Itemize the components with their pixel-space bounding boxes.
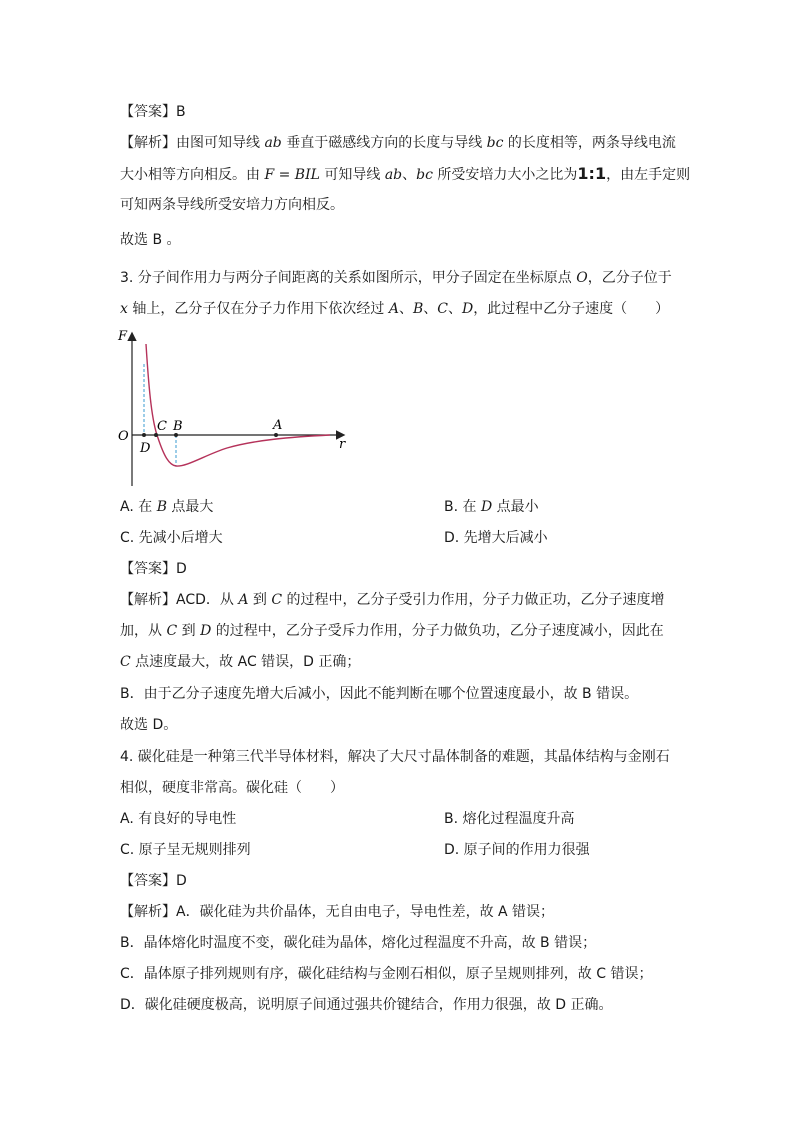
point-d (142, 433, 146, 437)
force-curve (146, 344, 330, 466)
q3-choose: 故选 D。 (120, 717, 178, 733)
q4-analysis-line3: C．晶体原子排列规则有序，碳化硅结构与金刚石相似，原子呈规则排列，故 C 错误； (120, 966, 653, 982)
q2-analysis-line1: 【解析】由图可知导线 ab 垂直于磁感线方向的长度与导线 bc 的长度相等，两条导线电流 (120, 135, 676, 151)
force-distance-graph (115, 322, 355, 494)
label-c: C (157, 419, 167, 434)
q4-option-a: A. 有良好的导电性 (120, 811, 237, 827)
point-a (274, 433, 278, 437)
q3-option-a: A. 在 B 点最大 (120, 499, 214, 515)
label-r: r (339, 437, 346, 452)
label-f: F (118, 329, 128, 344)
q4-stem-line2: 相似，硬度非常高。碳化硅（ ） (120, 780, 344, 796)
q4-option-b: B. 熔化过程温度升高 (444, 811, 575, 827)
q3-analysis-line3: C 点速度最大，故 AC 错误，D 正确； (120, 654, 361, 670)
q3-analysis-line1: 【解析】ACD．从 A 到 C 的过程中，乙分子受引力作用，分子力做正功，乙分子速度增 (120, 592, 665, 608)
q4-analysis-line4: D．碳化硅硬度极高，说明原子间通过强共价键结合，作用力很强，故 D 正确。 (120, 997, 613, 1013)
q3-stem-line1: 3. 分子间作用力与两分子间距离的关系如图所示，甲分子固定在坐标原点 O，乙分子位于 (120, 270, 672, 286)
q3-stem-line2: x 轴上，乙分子仅在分子力作用下依次经过 A、B、C、D，此过程中乙分子速度（ ） (120, 301, 670, 317)
label-a: A (273, 418, 283, 433)
q4-analysis-line1: 【解析】A．碳化硅为共价晶体，无自由电子，导电性差，故 A 错误； (120, 904, 555, 920)
q2-answer: 【答案】B (120, 104, 186, 120)
q4-stem-line1: 4. 碳化硅是一种第三代半导体材料，解决了大尺寸晶体制备的难题，其晶体结构与金刚石 (120, 749, 670, 765)
q3-answer: 【答案】D (120, 561, 187, 577)
label-b: B (173, 419, 183, 434)
label-d: D (140, 441, 151, 456)
q2-analysis-line3: 可知两条导线所受安培力方向相反。 (120, 197, 344, 213)
q2-analysis-line2: 大小相等方向相反。由 F = BIL 可知导线 ab、bc 所受安培力大小之比为1:1，由左手定则 (120, 164, 691, 183)
q4-option-d: D. 原子间的作用力很强 (444, 842, 590, 858)
q4-analysis-line2: B．晶体熔化时温度不变，碳化硅为晶体，熔化过程温度不升高，故 B 错误； (120, 935, 597, 951)
q2-choose: 故选 B 。 (120, 232, 181, 248)
q4-answer: 【答案】D (120, 873, 187, 889)
q3-analysis-line4: B．由于乙分子速度先增大后减小，因此不能判断在哪个位置速度最小，故 B 错误。 (120, 686, 639, 702)
q4-option-c: C. 原子呈无规则排列 (120, 842, 251, 858)
label-o: O (118, 429, 129, 444)
q3-option-d: D. 先增大后减小 (444, 530, 548, 546)
q3-option-c: C. 先减小后增大 (120, 530, 223, 546)
q3-option-b: B. 在 D 点最小 (444, 499, 539, 515)
q3-analysis-line2: 加，从 C 到 D 的过程中，乙分子受斥力作用，分子力做负功，乙分子速度减小，因此在 (120, 623, 664, 639)
